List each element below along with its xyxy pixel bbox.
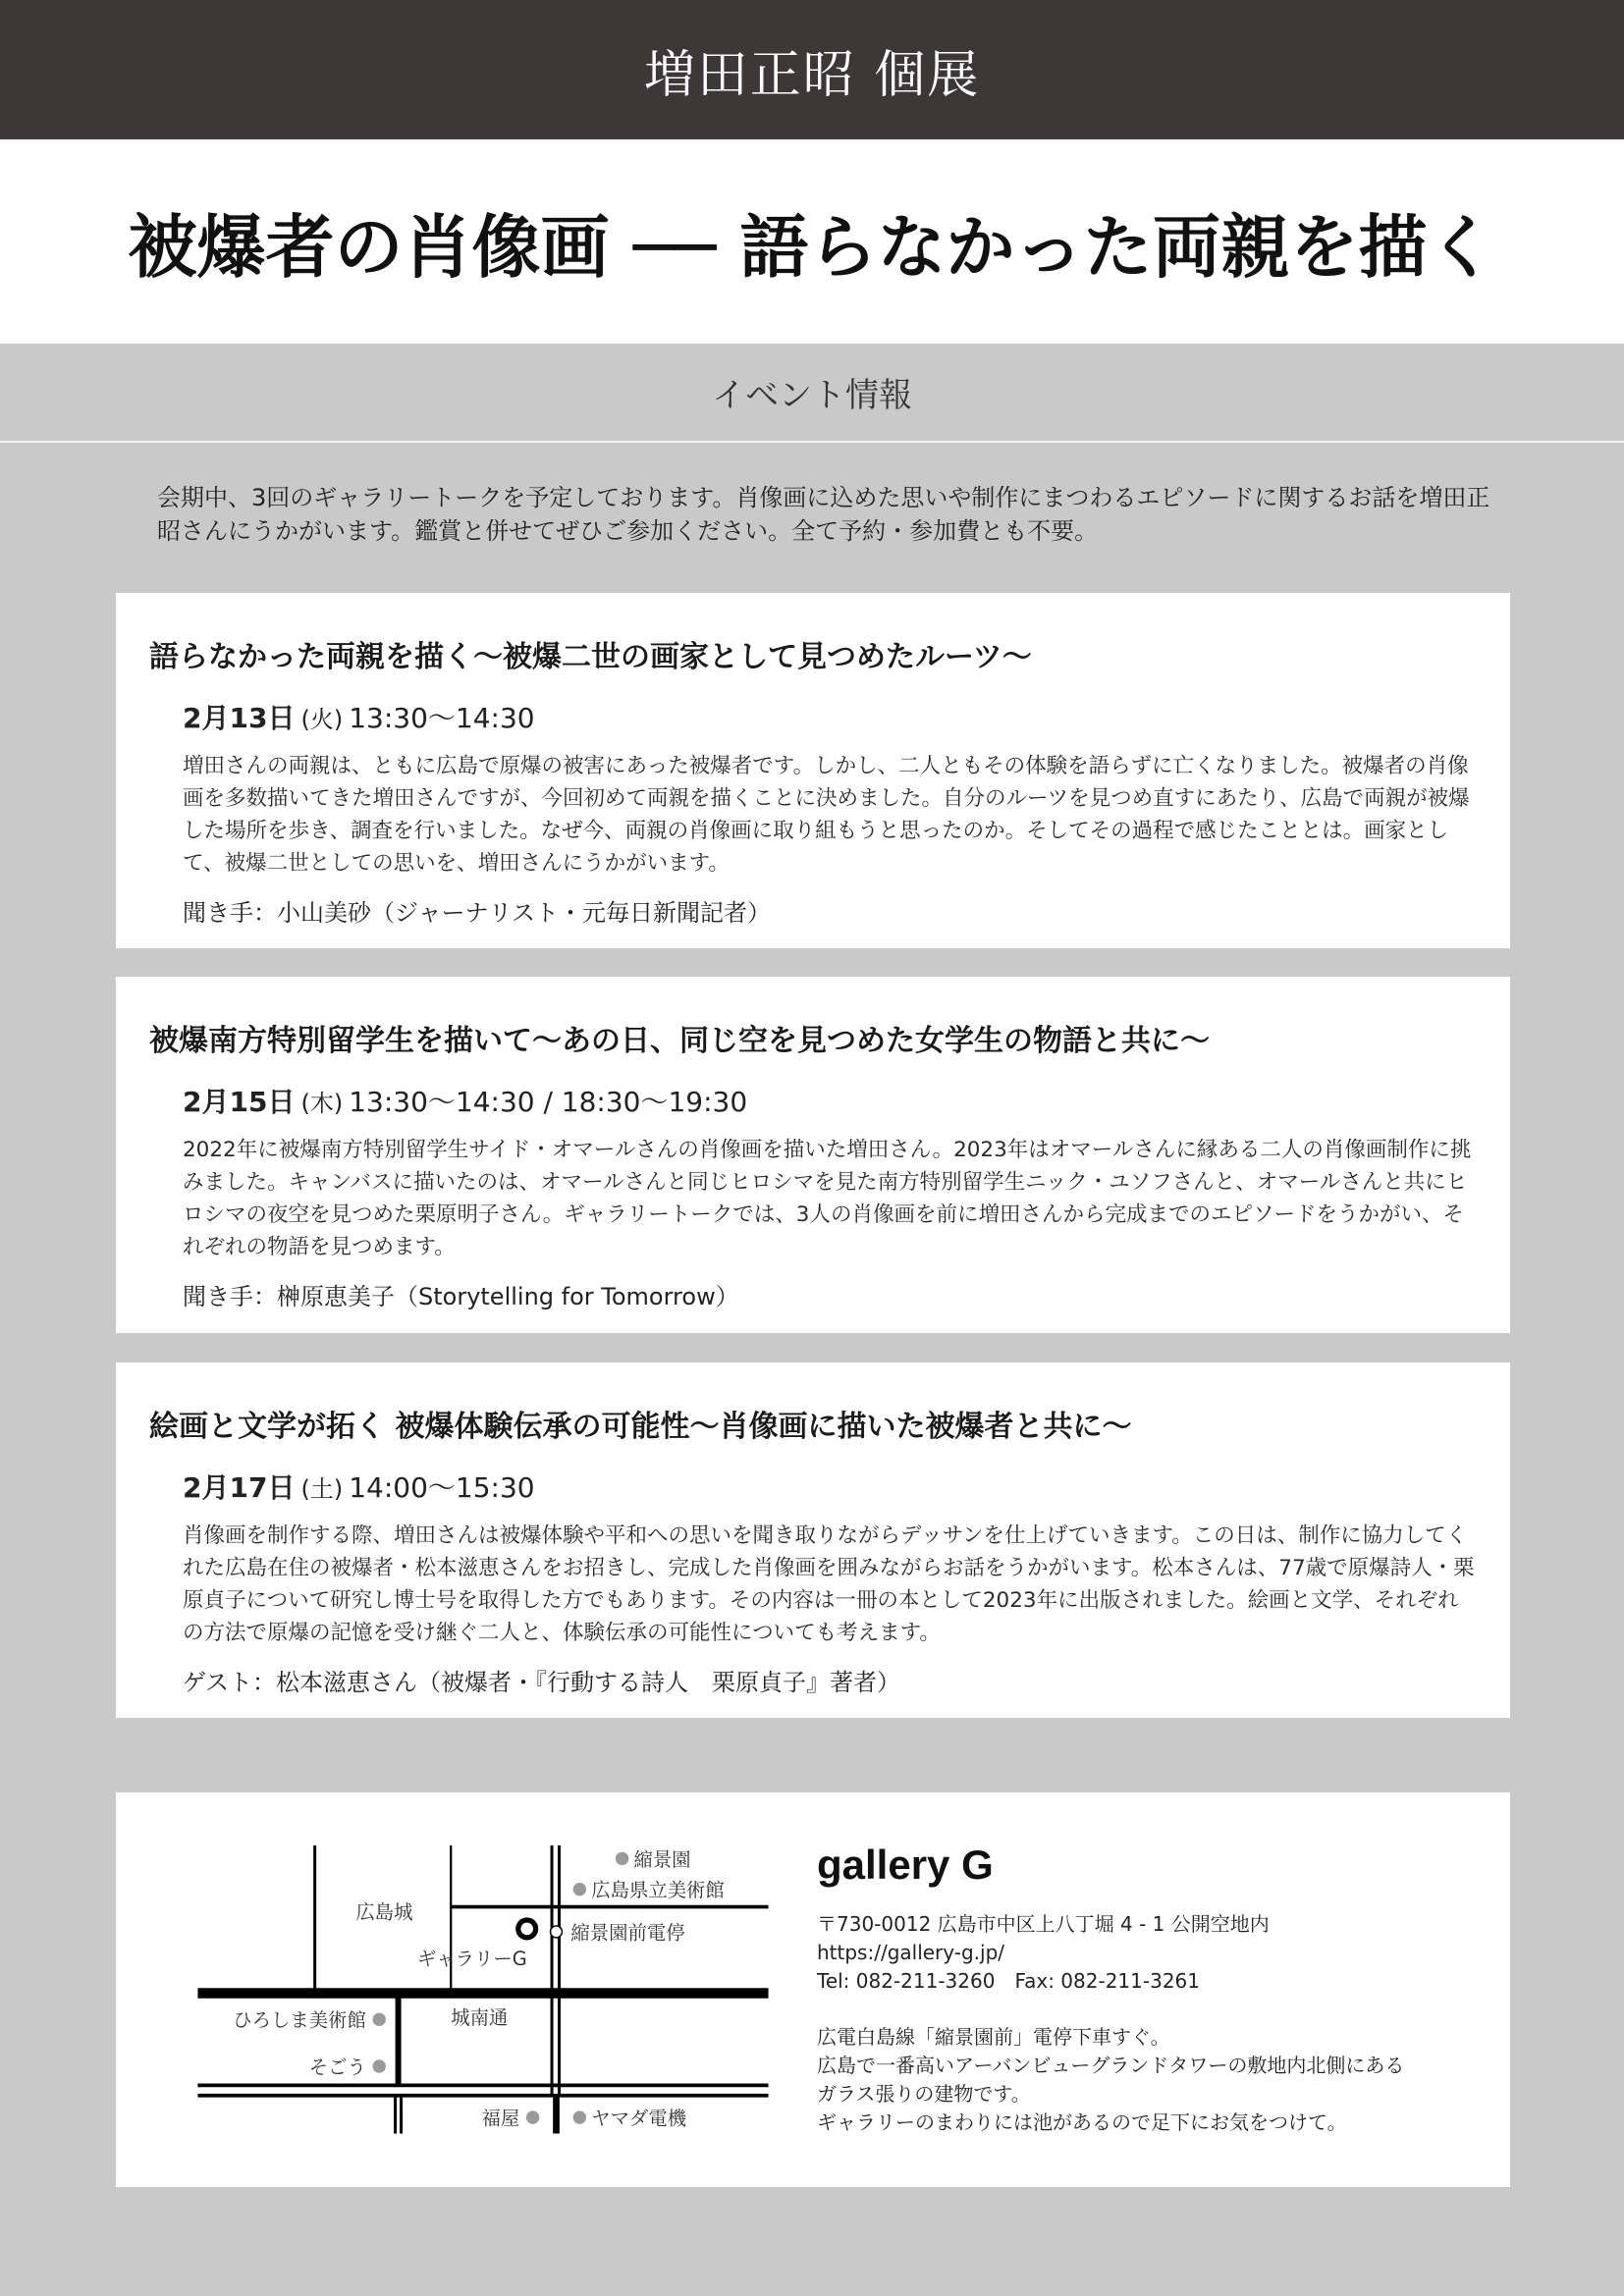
landmark-dot-icon	[373, 2013, 386, 2026]
tram-stop-icon	[551, 1926, 563, 1938]
event-weekday: (木)	[300, 1090, 344, 1117]
map-label-shukkeien: 縮景園	[633, 1847, 691, 1871]
gallery-marker-icon	[518, 1920, 536, 1938]
directions-line: 広電白島線「縮景園前」電停下車すぐ。	[817, 2025, 1170, 2049]
access-map	[190, 1837, 776, 2144]
event-day: 2月15日	[183, 1086, 296, 1118]
event-card	[116, 1362, 1510, 1718]
gallery-info-card	[116, 1792, 1510, 2187]
map-label-yamada: ヤマダ電機	[591, 2107, 687, 2130]
map-label-pref-museum: 広島県立美術館	[591, 1879, 725, 1902]
event-host: 聞き手：小山美砂（ジャーナリスト・元毎日新聞記者）	[183, 899, 772, 927]
section-title: イベント情報	[712, 376, 912, 415]
event-description: 増田さんの両親は、ともに広島で原爆の被害にあった被爆者です。しかし、二人ともその体験を語らずに亡くなりました。被爆者の肖像画を多数描いてきた増田さんですが、今回初めて両親を描くことに決めました。自分のルーツを見つめ直すにあたり、広島で両親が被爆した場所を歩き、調査を行いました。なぜ今、両親の肖像画に取り組もうと思ったのか。そしてその過程で感じたこととは。画家として、被爆二世としての思いを、増田さんにうかがいます。	[183, 754, 1470, 876]
gallery-phone: Tel: 082-211-3260 Fax: 082-211-3261	[817, 1969, 1200, 1993]
page-title: 被爆者の肖像画 ── 語らなかった両親を描く	[0, 139, 1624, 344]
event-weekday: (火)	[300, 706, 344, 733]
directions-line: ギャラリーのまわりには池があるので足下にお気をつけて。	[817, 2110, 1347, 2134]
event-description: 肖像画を制作する際、増田さんは被爆体験や平和への思いを聞き取りながらデッサンを仕上げていきます。この日は、制作に協力してくれた広島在住の被爆者・松本滋恵さんをお招きし、完成した肖像画を囲みながらお話をうかがいます。松本さんは、77歳で原爆詩人・栗原貞子について研究し博士号を取得した方でもあります。その内容は一冊の本として2023年に出版されました。絵画と文学、それぞれの方法で原爆の記憶を受け継ぐ二人と、体験伝承の可能性についても考えます。	[183, 1523, 1475, 1645]
event-title: 語らなかった両親を描く～被爆二世の画家として見つめたルーツ～	[149, 640, 1032, 674]
gallery-info	[817, 1842, 1404, 2137]
map-label-fukuya: 福屋	[481, 2107, 520, 2130]
directions-line: 広島で一番高いアーバンビューグランドタワーの敷地内北側にある	[817, 2054, 1405, 2077]
event-time: 14:00～15:30	[349, 1471, 535, 1504]
map-label-gallery: ギャラリーG	[416, 1948, 527, 1971]
map-label-tram-stop: 縮景園前電停	[570, 1921, 685, 1945]
landmark-dot-icon	[373, 2059, 386, 2072]
event-card	[116, 977, 1510, 1333]
event-date	[183, 1081, 1475, 1120]
map-label-hiroshima-museum: ひろしま美術館	[233, 2008, 366, 2032]
directions-line: ガラス張りの建物です。	[817, 2082, 1031, 2106]
map-label-jonan-street: 城南通	[451, 2005, 509, 2029]
event-host: ゲスト：松本滋恵さん（被爆者・『行動する詩人 栗原貞子』著者）	[183, 1669, 901, 1696]
event-title: 絵画と文学が拓く 被爆体験伝承の可能性～肖像画に描いた被爆者と共に～	[149, 1410, 1132, 1444]
event-weekday: (土)	[300, 1475, 344, 1503]
gallery-url[interactable]: https://gallery-g.jp/	[817, 1941, 1005, 1964]
event-card	[116, 593, 1510, 948]
landmark-dot-icon	[526, 2110, 539, 2123]
exhibition-header: 増田正昭 個展	[0, 0, 1624, 139]
divider	[0, 441, 1624, 443]
landmark-dot-icon	[573, 1883, 586, 1896]
event-time: 13:30～14:30 / 18:30～19:30	[349, 1086, 748, 1118]
event-host: 聞き手：榊原恵美子（Storytelling for Tomorrow）	[183, 1283, 739, 1310]
event-day: 2月13日	[183, 702, 296, 734]
map-label-castle: 広島城	[355, 1900, 413, 1924]
event-day: 2月17日	[183, 1471, 296, 1504]
event-description: 2022年に被爆南方特別留学生サイド・オマールさんの肖像画を描いた増田さん。2023年はオマールさんに縁ある二人の肖像画制作に挑みました。キャンバスに描いたのは、オマールさんと同じヒロシマを見た南方特別留学生ニック・ユソフさんと、オマールさんと共にヒロシマの夜空を見つめた栗原明子さん。ギャラリートークでは、3人の肖像画を前に増田さんから完成までのエピソードをうかがい、それぞれの物語を見つめます。	[183, 1138, 1472, 1259]
event-time: 13:30～14:30	[349, 702, 535, 734]
landmark-dot-icon	[573, 2110, 586, 2123]
event-date	[183, 697, 1475, 736]
landmark-dot-icon	[616, 1852, 628, 1865]
gallery-name: gallery G	[817, 1842, 994, 1888]
event-title: 被爆南方特別留学生を描いて～あの日、同じ空を見つめた女学生の物語と共に～	[149, 1024, 1210, 1058]
event-date	[183, 1467, 1475, 1506]
map-label-sogo: そごう	[308, 2056, 366, 2079]
intro-text: 会期中、3回のギャラリートークを予定しております。肖像画に込めた思いや制作にまつわるエピソードに関するお話を増田正昭さんにうかがいます。鑑賞と併せてぜひご参加ください。全て予約・参加費とも不要。	[157, 484, 1490, 545]
gallery-address: 〒730-0012 広島市中区上八丁堀 4 - 1 公開空地内	[817, 1912, 1270, 1936]
